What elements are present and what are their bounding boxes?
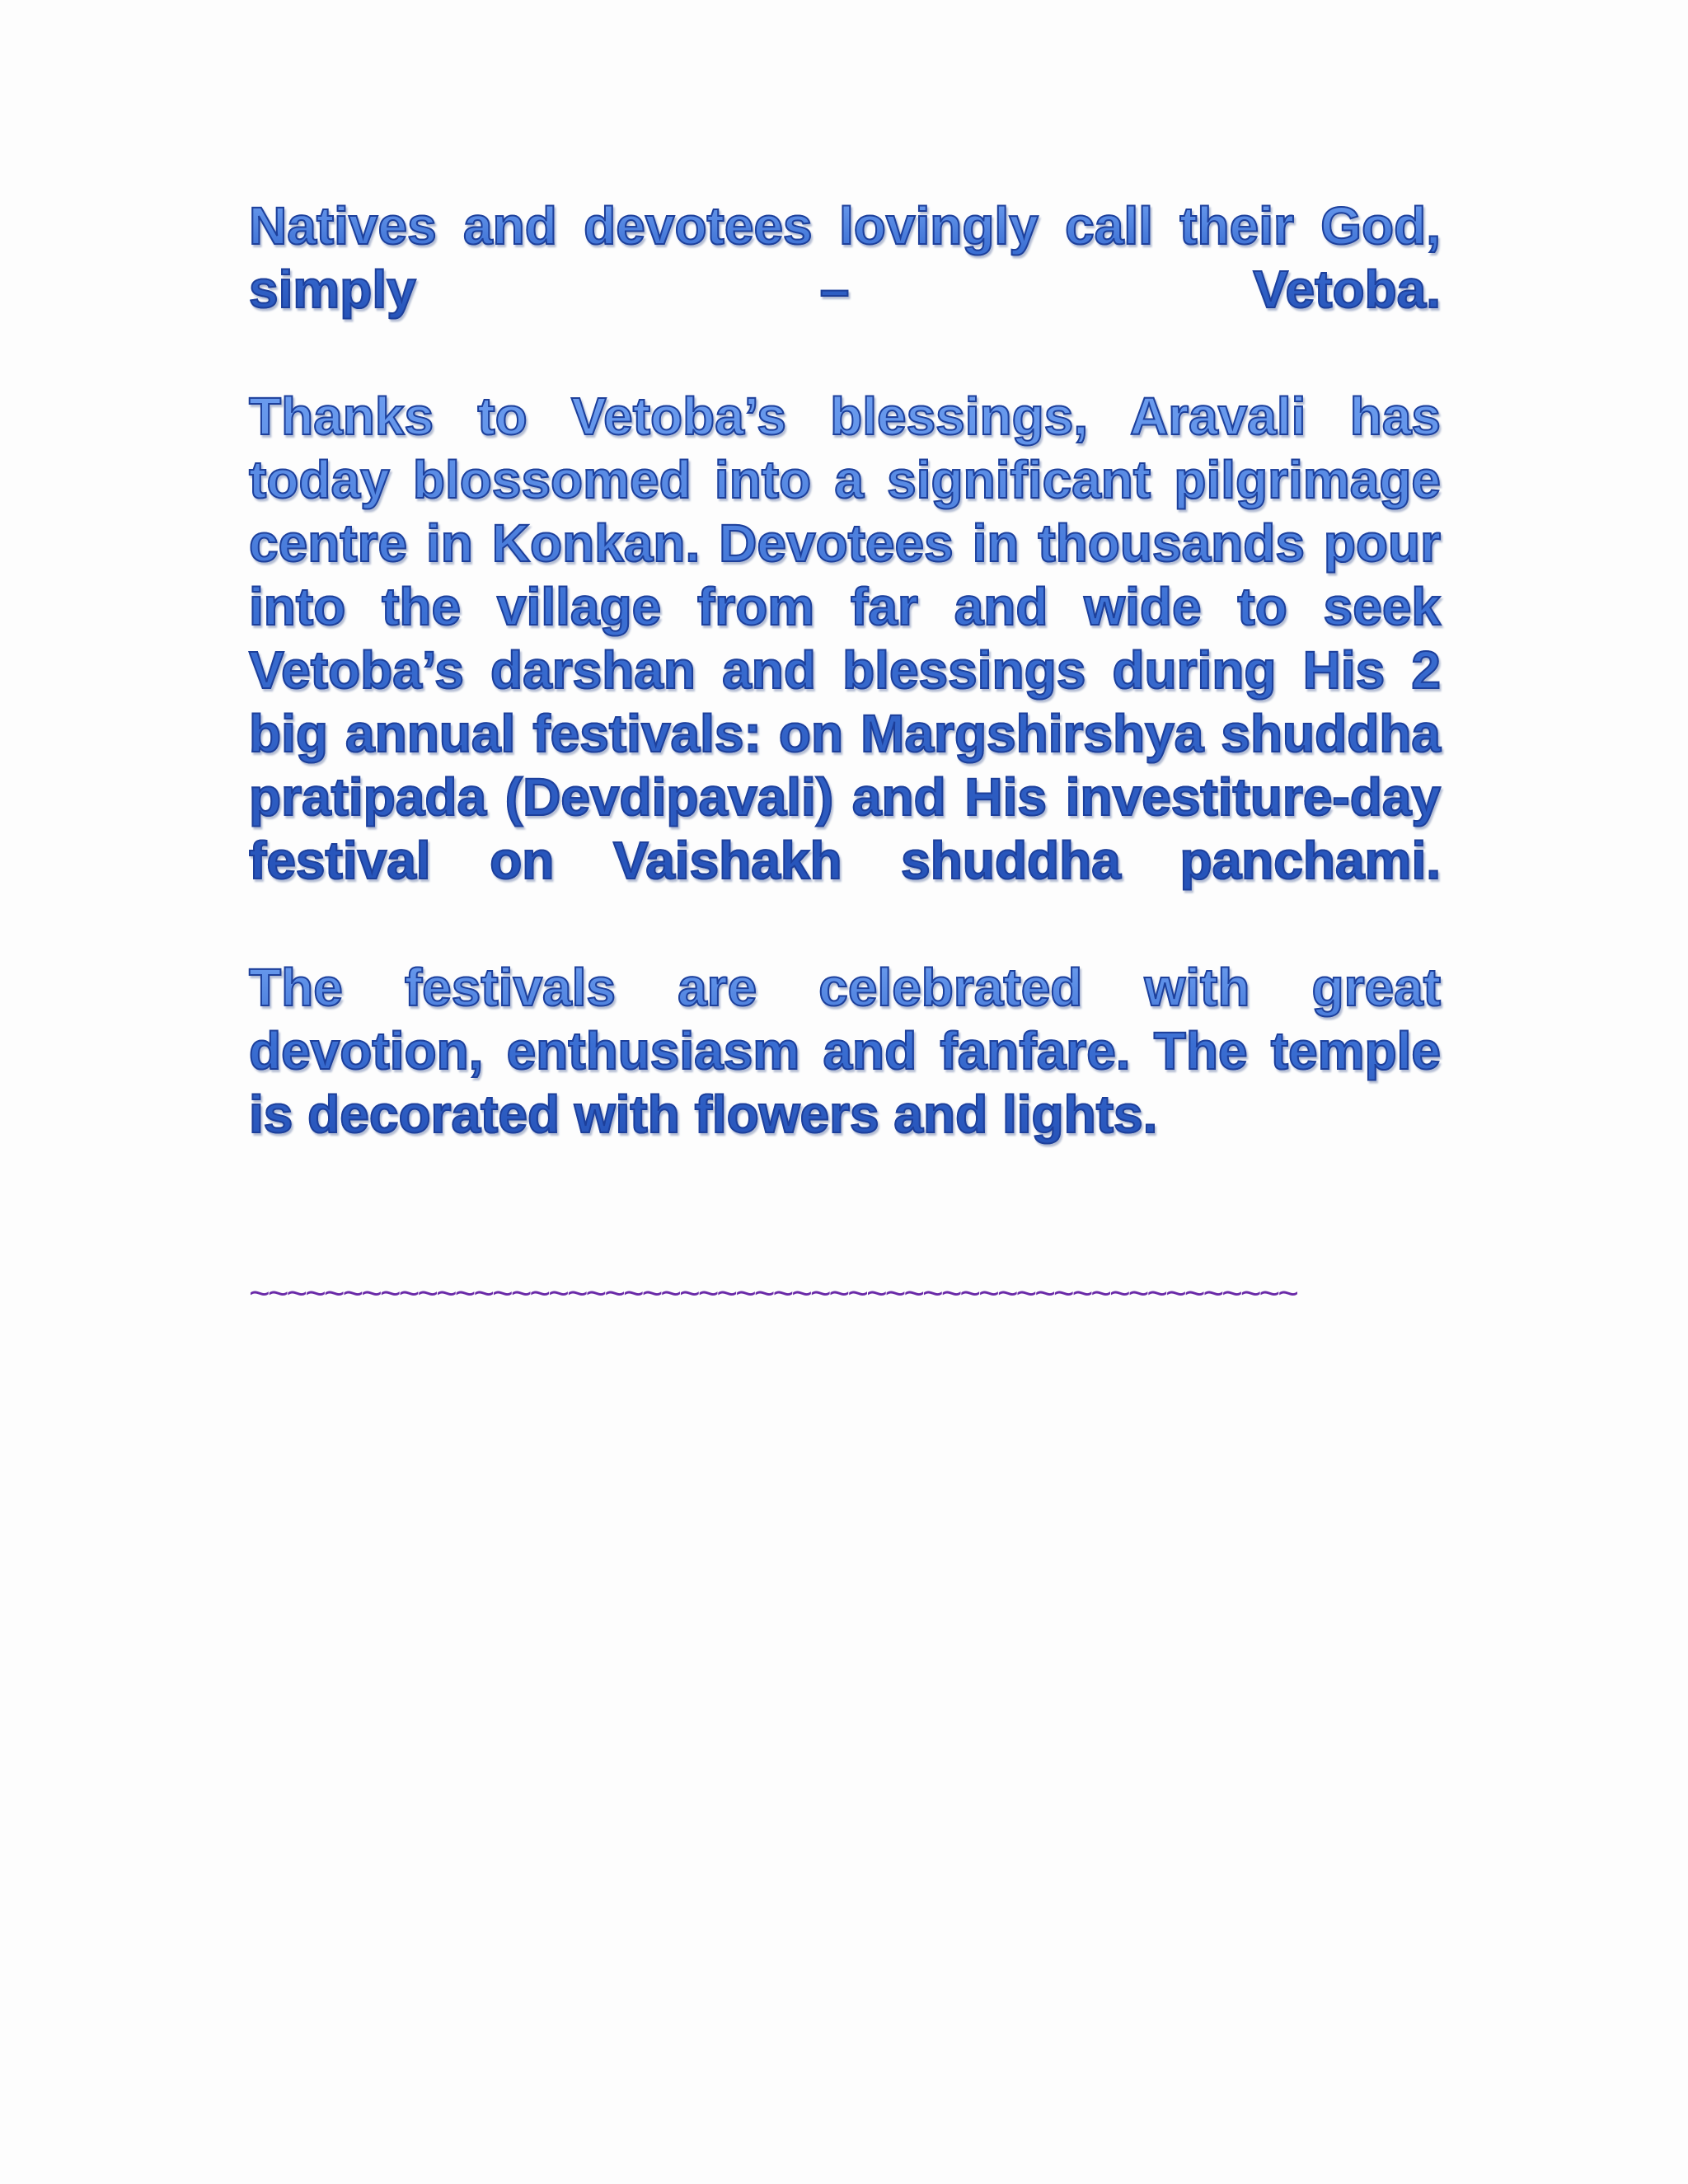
paragraph-vetoba-intro: Natives and devotees lovingly call their God, simply – Vetoba. xyxy=(249,194,1441,321)
paragraph-pilgrimage-festivals: Thanks to Vetoba’s blessings, Aravali has today blossomed into a significant pilgrimage centre in Konkan. Devotees in thousands pour into the village from far and wide to seek Vetoba’s darshan and blessings during His 2 big annual festivals: on Margshirshya shuddha pratipada (Devdipavali) and His investiture-day festival on Vaishakh shuddha panchami. xyxy=(249,385,1441,893)
document-body xyxy=(249,194,1441,1146)
tilde-divider: ~~~~~~~~~~~~~~~~~~~~~~~~~~~~~~~~~~~~~~~~~~~~~~~~~~~~~~~~ xyxy=(249,1273,1296,1314)
paragraph-festival-celebration: The festivals are celebrated with great devotion, enthusiasm and fanfare. The temple is decorated with flowers and lights. xyxy=(249,956,1441,1146)
